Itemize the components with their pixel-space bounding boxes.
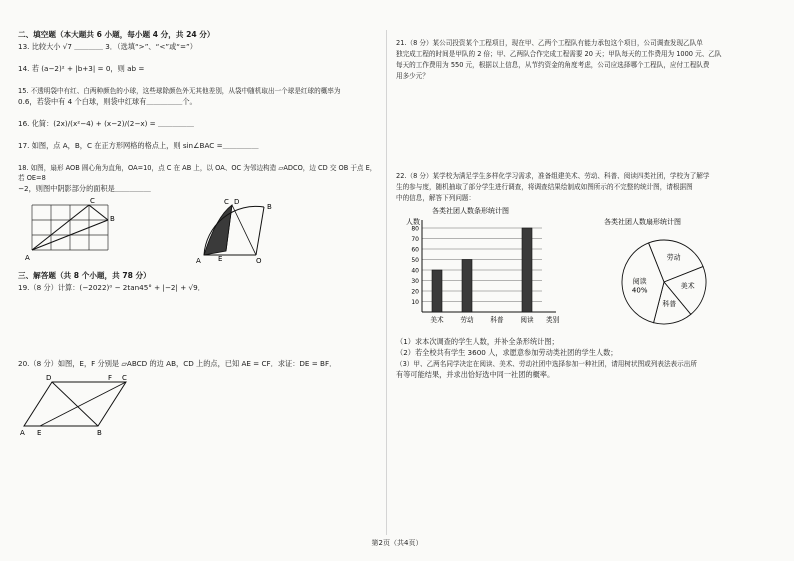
fig17-label-a: A [25,254,30,262]
pie-slice-label: 阅读 [632,277,647,286]
section3-title: 三、解答题（共 8 个小题，共 78 分） [18,271,151,280]
question-22-sub3-line1: （3）甲、乙两名同学决定在阅读、美术、劳动社团中选择参加一种社团，请用树状图或列表法表示出所 [396,360,697,368]
section2-title: 二、填空题（本大题共 6 小题，每小题 4 分，共 24 分） [18,30,215,39]
bar-y-tick: 10 [411,299,419,306]
bar-chart [396,204,566,336]
bar-category-label: 科普 [490,316,504,324]
question-22-line3: 中的信息，解答下列问题： [396,194,476,202]
fig20-label-b: B [97,429,102,436]
question-22-line1: 22.（8 分）某学校为满足学生多样化学习需求，准备组建美术、劳动、科普、阅读四类社团，学校为了解学 [396,172,710,180]
bar-y-axis-label: 人数 [406,218,420,226]
question-22-sub2: （2）若全校共有学生 3600 人，求愿意参加劳动类社团的学生人数； [396,348,618,357]
bar-category-label: 劳动 [460,316,474,324]
column-divider [386,30,387,535]
q22-charts [396,204,778,336]
pie-percent-label: 40% [631,286,648,295]
bar-x-axis-label: 类别 [546,316,560,324]
pie-slice-label: 美术 [680,282,695,291]
bar-y-tick: 40 [411,267,419,275]
question-22-sub3-line2: 有等可能结果，并求出恰好选中同一社团的概率。 [396,370,555,379]
question-16: 16. 化简：(2x)/(x²−4) + (x−2)/(2−x) = ＿＿＿＿＿ [18,119,194,128]
pie-chart-title: 各类社团人数扇形统计图 [604,218,681,226]
bar-y-tick: 60 [411,246,419,254]
question-15-line1: 15. 不透明袋中有红、白两种颜色的小球，这些球除颜色外无其他差别，从袋中随机取出一个球是红球的概率为 [18,87,341,95]
fig17-label-c: C [90,197,95,205]
question-20: 20.（8 分）如图，E，F 分别是 ▱ABCD 的边 AB，CD 上的点，已知 AE = CF．求证：DE = BF． [18,359,337,368]
bar-0 [432,270,442,312]
fig20-label-a: A [20,429,25,436]
fig18-label-o: O [256,257,262,265]
question-21-line3: 每天的工作费用为 550 元，根据以上信息，从节约资金的角度考虑，公司应选择哪个工程队，应付工程队费 [396,61,710,69]
fig20-label-f: F [108,374,113,382]
bar-y-tick: 80 [411,225,419,233]
pie-chart [586,204,776,336]
question-18-line2: −2，则图中阴影部分的面积是＿＿＿＿＿ [18,184,151,193]
bar-category-label: 阅读 [520,316,534,324]
fig18-label-e: E [218,255,223,263]
question-21-line4: 用多少元？ [396,72,429,80]
bar-category-label: 美术 [430,316,444,324]
parallelogram-figure-20 [18,372,138,436]
bar-1 [462,260,472,313]
fig18-label-b: B [267,203,272,211]
question-19: 19.（8 分）计算：(−2022)⁰ − 2tan45° + |−2| + √9． [18,283,205,292]
question-21-line1: 21.（8 分）某公司投资某个工程项目，现在甲、乙两个工程队有能力承包这个项目，公司调查发现乙队单 [396,39,703,47]
right-column [396,24,778,381]
question-13: 13. 比较大小 √7 ＿＿＿＿ 3．（选填“>”、“<”或“=”） [18,42,197,51]
fig20-label-d: D [46,374,52,382]
question-22-sub1: （1）求本次调查的学生人数，并补全条形统计图； [396,337,559,346]
question-18-line1: 18. 如图，扇形 AOB 圆心角为直角，OA=10，点 C 在 AB 上，以 OA、OC 为邻边构造 ▱ADCO，边 CD 交 OB 于点 E，若 OE=8 [18,164,377,182]
question-15-line2: 0.6，若袋中有 4 个白球，则袋中红球有＿＿＿＿＿个。 [18,97,197,106]
bar-y-tick: 70 [411,236,419,243]
fig20-label-e: E [37,429,42,436]
grid-figure-17 [22,195,132,267]
bar-y-tick: 50 [411,257,419,264]
pie-slice-label: 科普 [662,299,677,308]
fig17-label-b: B [110,215,115,223]
bar-y-tick: 20 [411,288,419,296]
question-14: 14. 若 (a−2)² + |b+3| = 0，则 ab = [18,64,145,73]
pie-slice-label: 劳动 [666,253,681,262]
fig18-label-a: A [196,257,201,265]
bar-y-tick: 30 [411,278,419,285]
fig20-label-c: C [122,374,127,382]
bar-3 [522,228,532,312]
bar-chart-title: 各类社团人数条形统计图 [432,207,509,215]
question-22-line2: 生的参与度，随机抽取了部分学生进行调查，将调查结果绘制成如图所示的不完整的统计图，请根据图 [396,183,693,191]
page-footer: 第2页（共4页） [371,539,423,547]
figures-17-18 [18,195,380,265]
fig18-label-c: C [224,198,229,206]
left-column [18,24,380,439]
question-21-line2: 独完成工程的时间是甲队的 2 倍；甲、乙两队合作完成工程需要 20 天；甲队每天的工作费用为 1000 元、乙队 [396,50,722,58]
sector-figure-18 [186,195,296,267]
fig18-label-d: D [234,198,240,206]
question-17: 17. 如图，点 A，B，C 在正方形网格的格点上，则 sin∠BAC =＿＿＿＿＿ [18,141,259,150]
